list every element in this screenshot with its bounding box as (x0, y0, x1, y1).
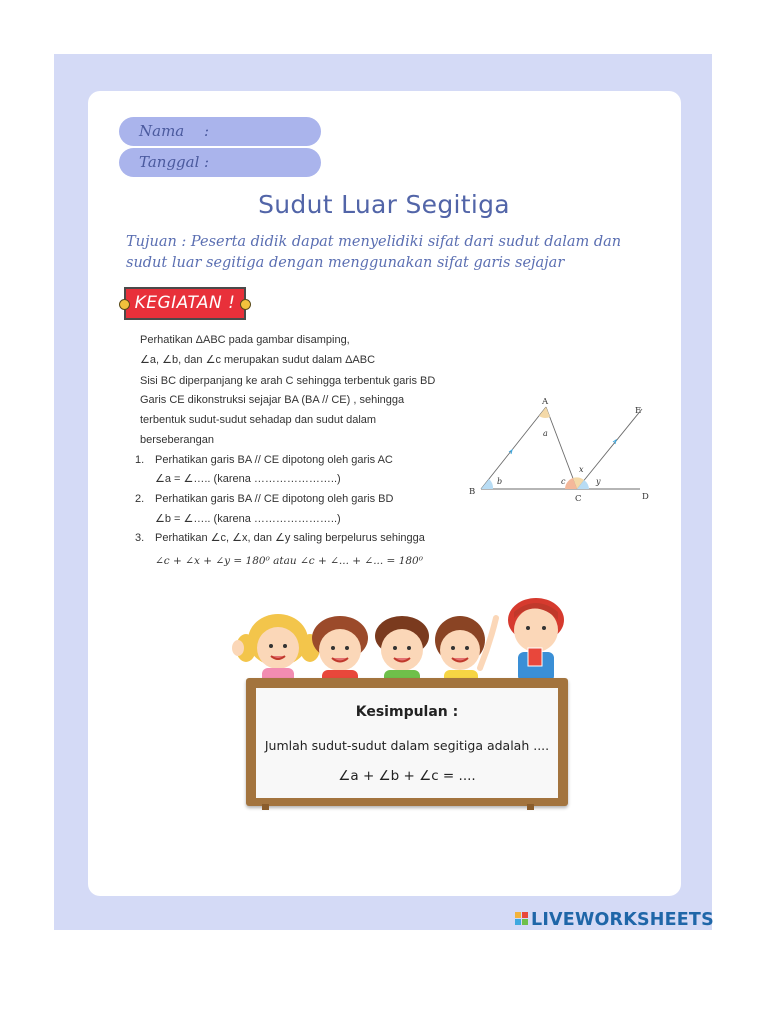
label-E: E (635, 406, 642, 416)
tanggal-label: Tanggal (139, 153, 200, 171)
step-answer-line[interactable]: ∠a = ∠….. (karena …………………..) (155, 473, 341, 485)
label-b: b (497, 477, 503, 486)
badge-dot-right (240, 299, 251, 310)
tanggal-field[interactable] (119, 148, 321, 177)
child-figure (232, 614, 320, 688)
intro-line: Perhatikan ΔABC pada gambar disamping, (140, 334, 350, 346)
step-text: Perhatikan garis BA // CE dipotong oleh garis AC (155, 454, 393, 466)
step-text: Perhatikan ∠c, ∠x, dan ∠y saling berpelurus sehingga (155, 532, 425, 544)
step-number: 1. (135, 454, 145, 466)
label-C: C (575, 494, 582, 504)
conclusion-board-surface (256, 688, 558, 798)
nama-field[interactable] (119, 117, 321, 146)
label-y: y (596, 477, 601, 486)
liveworksheets-brand[interactable]: LIVEWORKSHEETS (531, 910, 714, 930)
board-leg (527, 804, 534, 810)
label-x: x (579, 465, 584, 474)
label-B: B (469, 487, 476, 497)
step-answer-line[interactable]: ∠b = ∠….. (karena …………………..) (155, 513, 341, 525)
liveworksheets-logo-icon (515, 912, 529, 926)
nama-colon: : (204, 122, 210, 140)
triangle-diagram (465, 395, 660, 505)
intro-line: terbentuk sudut-sudut sehadap dan sudut dalam (140, 414, 377, 426)
intro-line: Sisi BC diperpanjang ke arah C sehingga terbentuk garis BD (140, 375, 436, 387)
step-text: Perhatikan garis BA // CE dipotong oleh garis BD (155, 493, 394, 505)
nama-label: Nama (139, 122, 185, 140)
step-equation[interactable]: ∠c + ∠x + ∠y = 180⁰ atau ∠c + ∠... + ∠... = 180⁰ (155, 555, 423, 567)
board-leg (262, 804, 269, 810)
intro-line: berseberangan (140, 434, 215, 446)
kesimpulan-line-2[interactable]: ∠a + ∠b + ∠c = .... (338, 768, 476, 784)
kegiatan-badge (124, 287, 246, 320)
label-a: a (543, 429, 548, 438)
step-number: 3. (135, 532, 145, 544)
badge-dot-left (119, 299, 130, 310)
label-c: c (561, 477, 566, 486)
intro-line: ∠a, ∠b, dan ∠c merupakan sudut dalam ΔABC (140, 354, 376, 366)
step-number: 2. (135, 493, 145, 505)
kesimpulan-title: Kesimpulan : (355, 704, 459, 720)
tujuan-text: Tujuan : Peserta didik dapat menyelidiki sifat dari sudut dalam dan sudut luar segitiga dengan menggunakan sifat garis sejajar (126, 234, 622, 271)
angle-b-marker (481, 479, 493, 489)
tanggal-colon: : (204, 153, 210, 171)
intro-line: Garis CE dikonstruksi sejajar BA (BA // CE) , sehingga (140, 394, 405, 406)
label-A: A (542, 397, 549, 407)
conclusion-board (246, 678, 568, 806)
label-D: D (642, 492, 649, 502)
page-title: Sudut Luar Segitiga (258, 190, 510, 219)
kegiatan-label: KEGIATAN ! (134, 293, 236, 313)
kesimpulan-line-1[interactable]: Jumlah sudut-sudut dalam segitiga adalah .... (264, 738, 550, 753)
